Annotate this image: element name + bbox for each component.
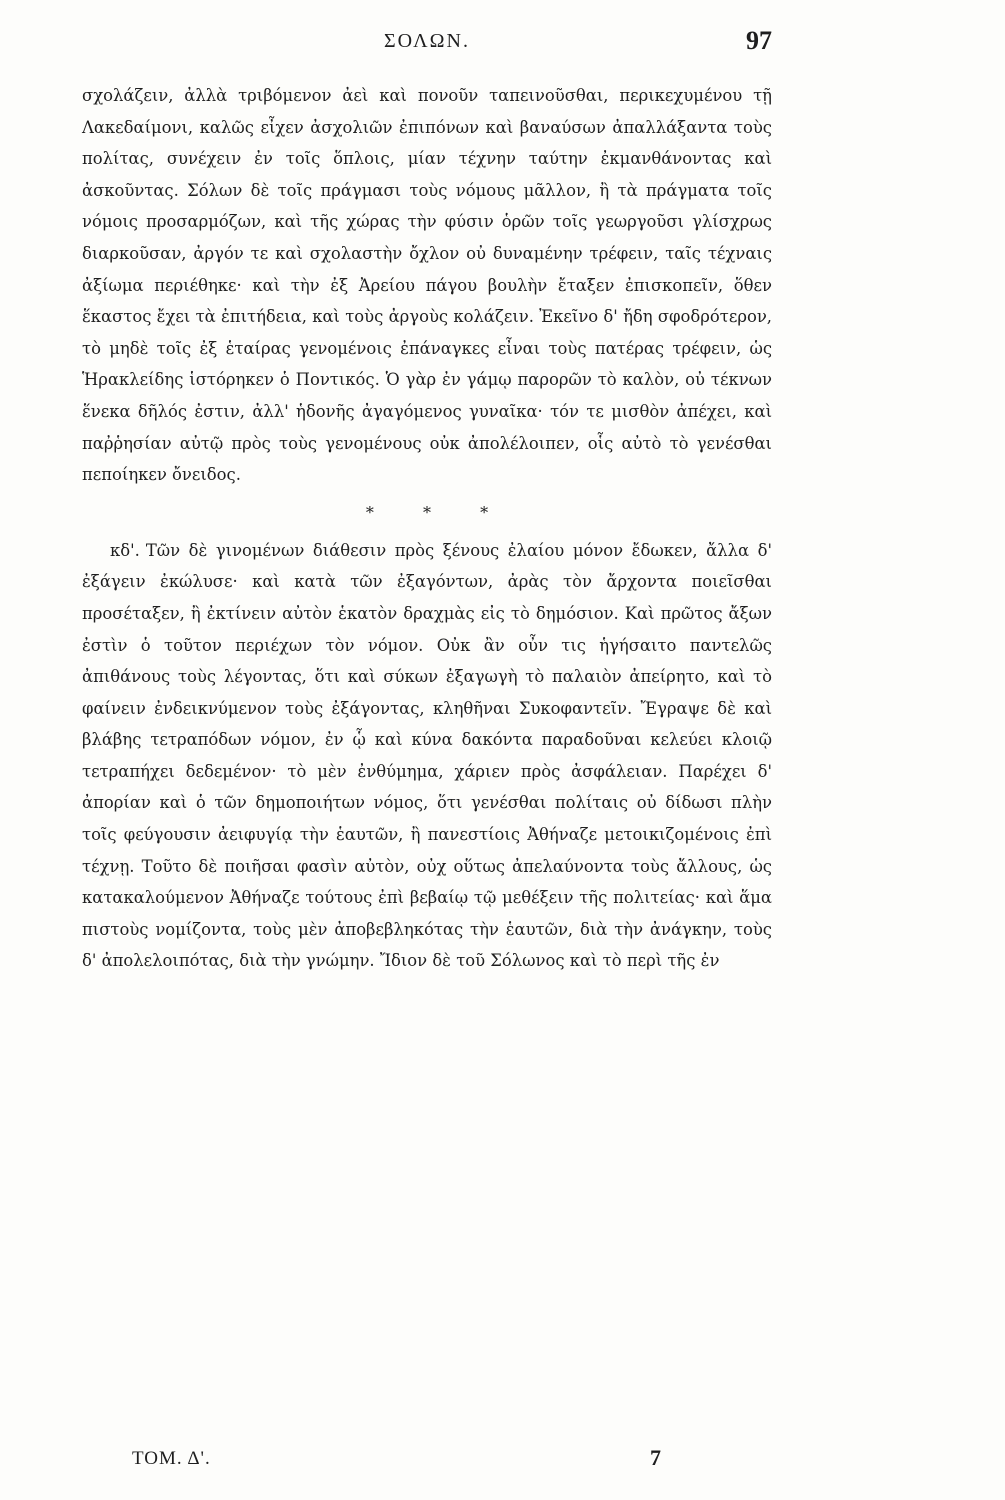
page-footer xyxy=(82,1445,772,1482)
paragraph-section-24 xyxy=(82,535,772,977)
page-header xyxy=(82,26,772,64)
running-title: ΣΟΛΩΝ. xyxy=(384,30,470,52)
main-text xyxy=(82,80,772,977)
section-number: κδ'. xyxy=(110,540,140,560)
section-ornament: * * * xyxy=(365,502,511,522)
sheet-signature: 7 xyxy=(650,1445,661,1470)
paragraph-section-24-text: Τῶν δὲ γινομένων διάθεσιν πρὸς ξένους ἐλαίου μόνον ἔδωκεν, ἄλλα δ' ἐξάγειν ἐκώλυσε· καὶ κατὰ τῶν ἐξαγόντων, ἀρὰς τὸν ἄρχοντα ποιεῖσθαι προσέταξεν, ἢ ἐκτίνειν αὐτὸν ἑκατὸν δραχμὰς εἰς τὸ δημόσιον. Καὶ πρῶτος ἄξων ἐστὶν ὁ τοῦτον περιέχων τὸν νόμον. Οὐκ ἂν οὖν τις ἡγήσαιτο παντελῶς ἀπιθάνους τοὺς λέγοντας, ὅτι καὶ σύκων ἐξαγωγὴ τὸ παλαιὸν ἀπείρητο, καὶ τὸ φαίνειν ἐνδεικνύμενον τοὺς ἐξάγοντας, κληθῆναι Συκοφαντεῖν. Ἔγραψε δὲ καὶ βλάβης τετραπόδων νόμον, ἐν ᾧ καὶ κύνα δακόντα παραδοῦναι κελεύει κλοιῷ τετραπήχει δεδεμένον· τὸ μὲν ἐνθύμημα, χάριεν πρὸς ἀσφάλειαν. Παρέχει δ' ἀπορίαν καὶ ὁ τῶν δημοποιήτων νόμος, ὅτι γενέσθαι πολίταις οὐ δίδωσι πλὴν τοῖς φεύγουσιν ἀειφυγίᾳ τὴν ἑαυτῶν, ἢ πανεστίοις Ἀθήναζε μετοικιζομένοις ἐπὶ τέχνῃ. Τοῦτο δὲ ποιῆσαι φασὶν αὐτὸν, οὐχ οὕτως ἀπελαύνοντα τοὺς ἄλλους, ὡς κατακαλούμενον Ἀθήναζε τούτους ἐπὶ βεβαίῳ τῷ μεθέξειν τῆς πολιτείας· καὶ ἅμα πιστοὺς νομίζοντα, τοὺς μὲν ἀποβεβληκότας τὴν ἑαυτῶν, διὰ τὴν ἀνάγκην, τοὺς δ' ἀπολελοιπότας, διὰ τὴν γνώμην. Ἴδιον δὲ τοῦ Σόλωνος καὶ τὸ περὶ τῆς ἐν xyxy=(82,540,772,971)
page-number: 97 xyxy=(746,26,772,55)
volume-signature: ΤΟΜ. Δ'. xyxy=(132,1448,211,1469)
paragraph-continued: σχολάζειν, ἀλλὰ τριβόμενον ἀεὶ καὶ πονοῦν ταπεινοῦσθαι, περικεχυμένου τῇ Λακεδαίμονι, καλῶς εἶχεν ἀσχολιῶν ἐπιπόνων καὶ βαναύσων ἀπαλλάξαντα τοὺς πολίτας, συνέχειν ἐν τοῖς ὅπλοις, μίαν τέχνην ταύτην ἐκμανθάνοντας καὶ ἀσκοῦντας. Σόλων δὲ τοῖς πράγμασι τοὺς νόμους μᾶλλον, ἢ τὰ πράγματα τοῖς νόμοις προσαρμόζων, καὶ τῆς χώρας τὴν φύσιν ὁρῶν τοῖς γεωργοῦσι γλίσχρως διαρκοῦσαν, ἀργόν τε καὶ σχολαστὴν ὄχλον οὐ δυναμένην τρέφειν, ταῖς τέχναις ἀξίωμα περιέθηκε· καὶ τὴν ἐξ Ἀρείου πάγου βουλὴν ἔταξεν ἐπισκοπεῖν, ὅθεν ἕκαστος ἔχει τὰ ἐπιτήδεια, καὶ τοὺς ἀργοὺς κολάζειν. Ἐκεῖνο δ' ἤδη σφοδρότερον, τὸ μηδὲ τοῖς ἐξ ἑταίρας γενομένοις ἐπάναγκες εἶναι τοὺς πατέρας τρέφειν, ὡς Ἡρακλείδης ἱστόρηκεν ὁ Ποντικός. Ὁ γὰρ ἐν γάμῳ παρορῶν τὸ καλὸν, οὐ τέκνων ἕνεκα δῆλός ἐστιν, ἀλλ' ἡδονῆς ἀγαγόμενος γυναῖκα· τόν τε μισθὸν ἀπέχει, καὶ παῤῥησίαν αὐτῷ πρὸς τοὺς γενομένους οὐκ ἀπολέλοιπεν, οἷς αὐτὸ τὸ γενέσθαι πεποίηκεν ὄνειδος. xyxy=(82,86,772,485)
